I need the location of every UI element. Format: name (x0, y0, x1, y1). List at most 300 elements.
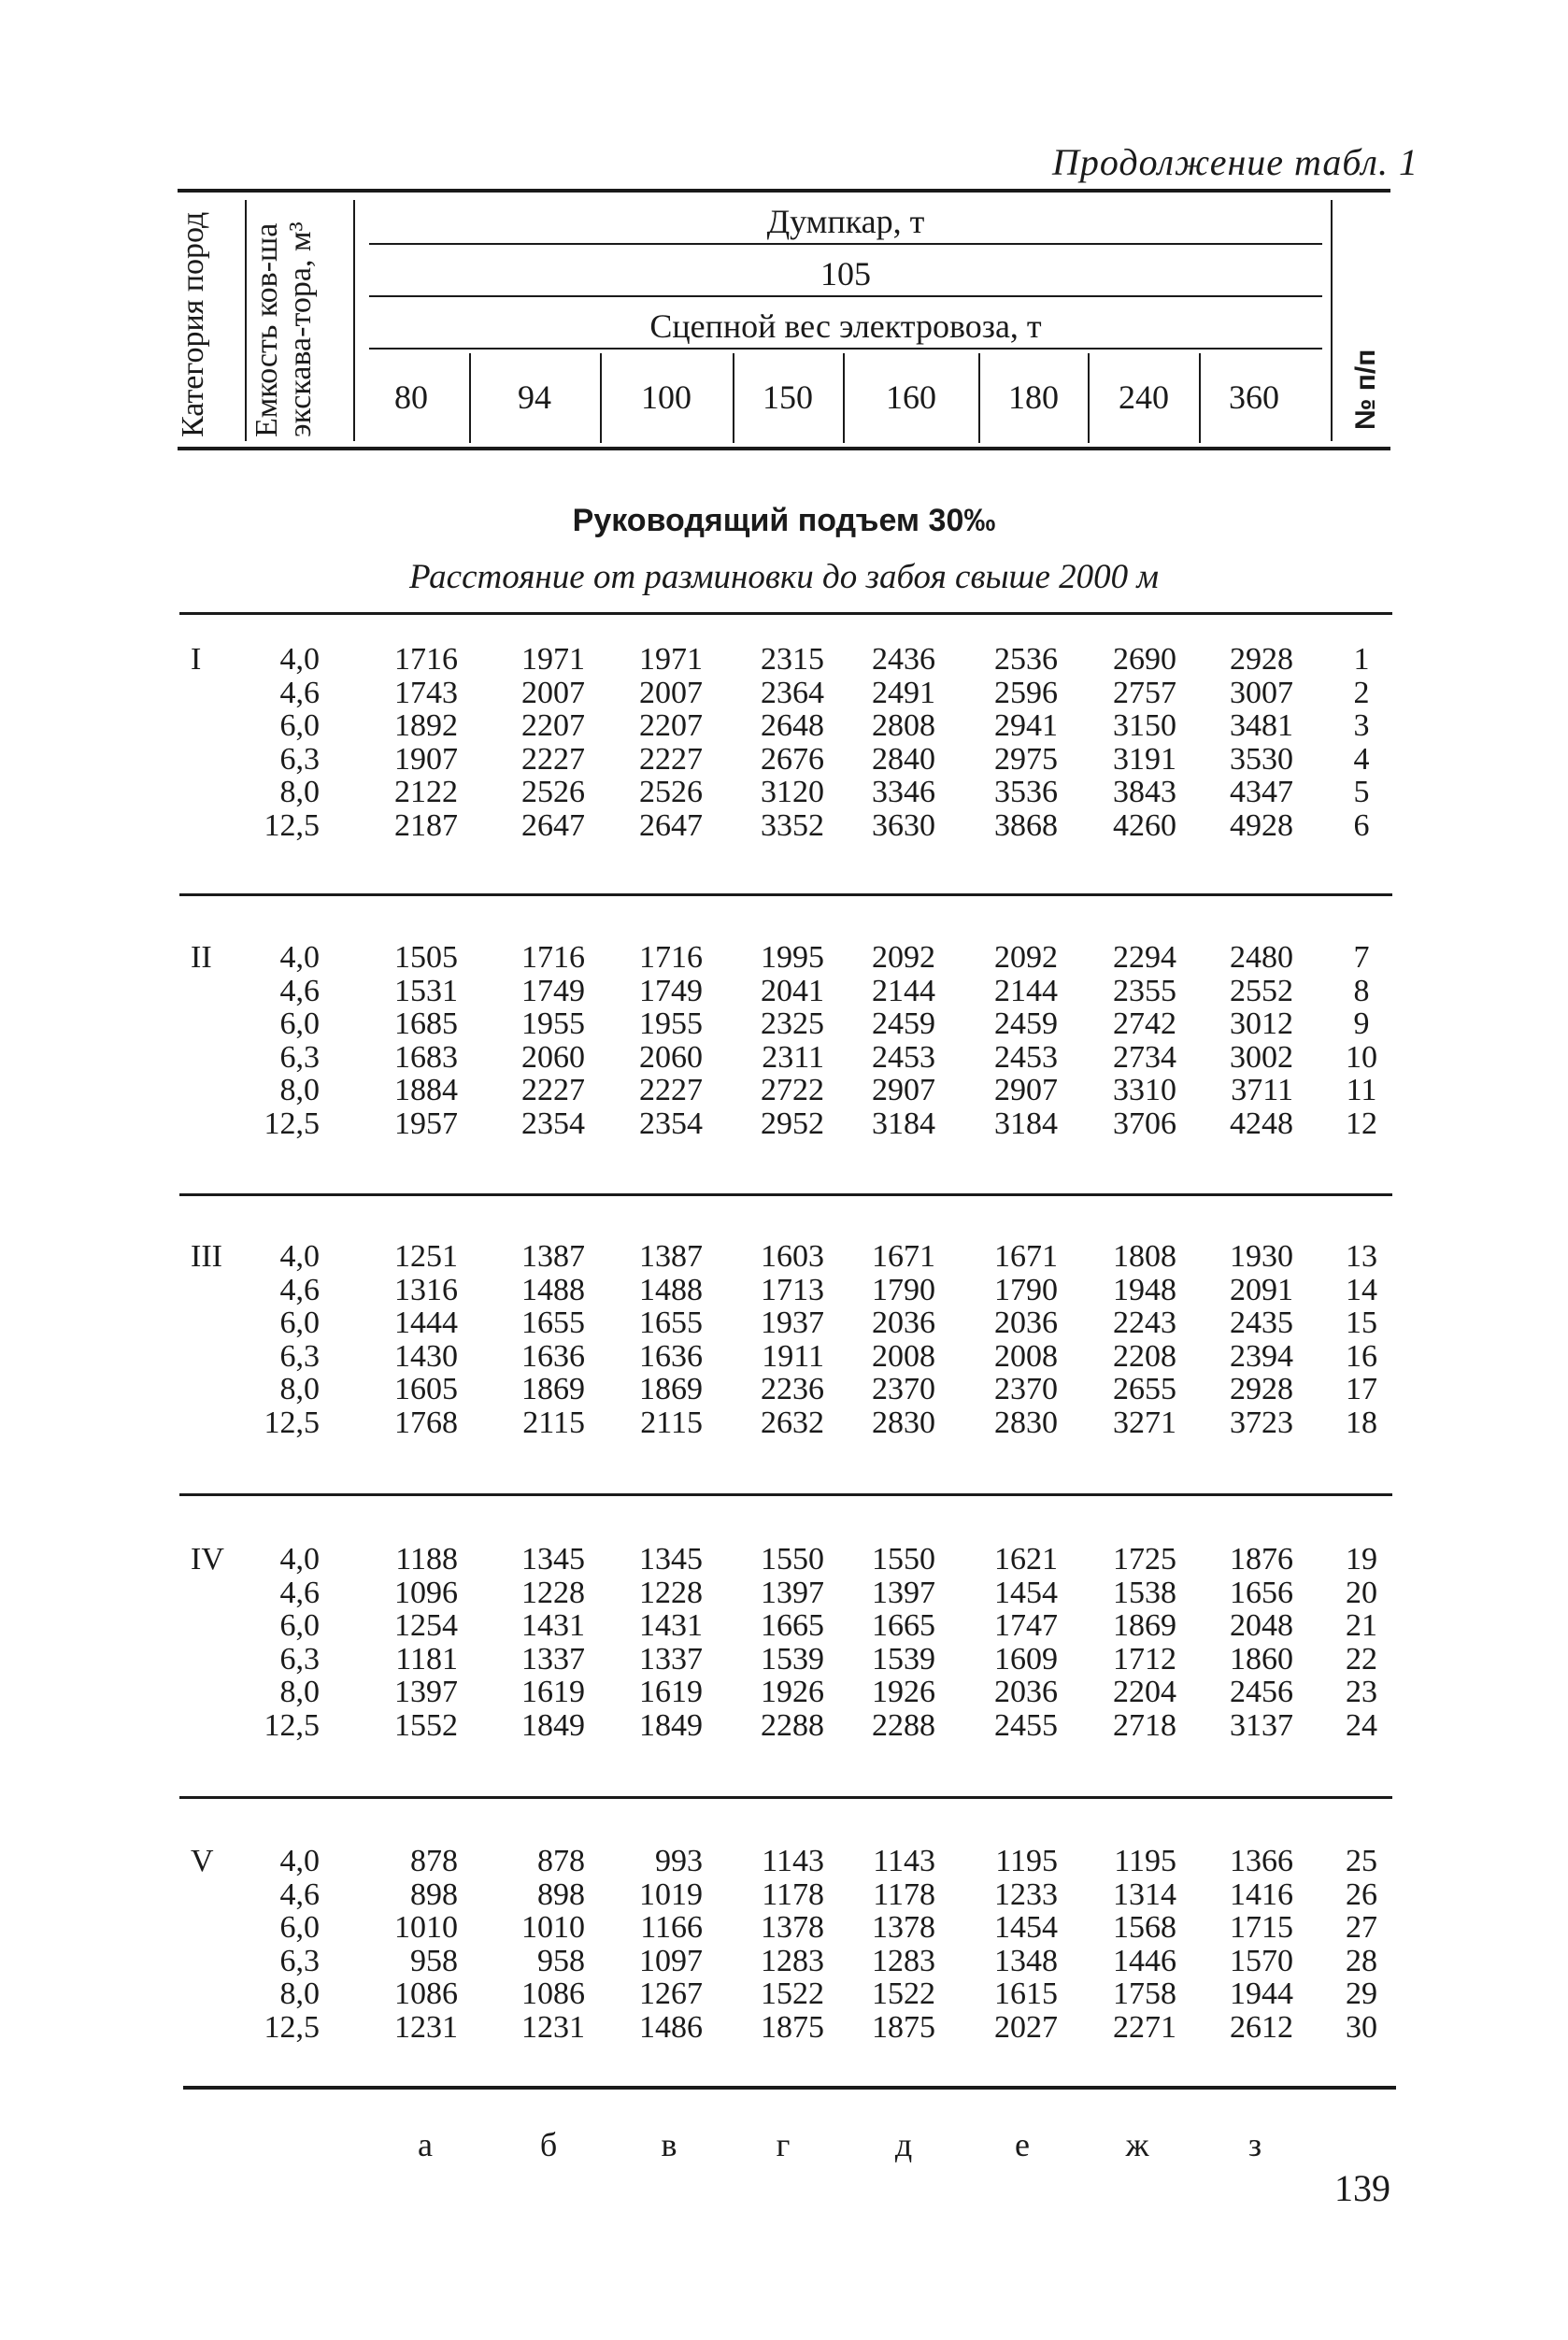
table-cell: 1747 (994, 1608, 1058, 1644)
rock-category: II (191, 940, 212, 975)
table-cell: 2364 (761, 675, 824, 710)
table-cell: 1397 (394, 1675, 458, 1710)
table-cell: 2207 (521, 708, 585, 744)
table-cell: 2455 (994, 1708, 1058, 1743)
bucket-capacity: 6,0 (279, 1910, 320, 1946)
table-cell: 3002 (1230, 1039, 1293, 1075)
table-cell: 1656 (1230, 1575, 1293, 1610)
row-number: 14 (1346, 1272, 1377, 1307)
table-cell: 1488 (639, 1272, 703, 1307)
table-cell: 2354 (521, 1106, 585, 1141)
bucket-capacity: 4,6 (279, 1575, 320, 1610)
bucket-capacity: 8,0 (279, 1073, 320, 1108)
table-cell: 1683 (394, 1039, 458, 1075)
column-letter: а (418, 2126, 433, 2163)
dumpcar-rule (369, 243, 1322, 245)
table-cell: 1431 (639, 1608, 703, 1644)
weight-header: 150 (763, 378, 813, 416)
bucket-capacity: 4,0 (279, 940, 320, 975)
table-cell: 4347 (1230, 775, 1293, 810)
table-cell: 1892 (394, 708, 458, 744)
table-cell: 2718 (1113, 1708, 1176, 1743)
table-cell: 1550 (761, 1542, 824, 1577)
row-number: 25 (1346, 1844, 1377, 1878)
table-cell: 1876 (1230, 1542, 1293, 1577)
table-cell: 1926 (761, 1675, 824, 1710)
table-cell: 1768 (394, 1405, 458, 1440)
column-letter: ж (1125, 2126, 1149, 2163)
bucket-capacity: 6,3 (279, 1943, 320, 1978)
table-cell: 1621 (994, 1542, 1058, 1577)
bucket-capacity: 6,3 (279, 741, 320, 777)
column-letter: г (776, 2126, 791, 2163)
table-cell: 2007 (521, 675, 585, 710)
bucket-capacity: 4,6 (279, 973, 320, 1008)
table-cell: 2453 (872, 1039, 935, 1075)
table-cell: 2027 (994, 2010, 1058, 2045)
row-number: 8 (1353, 973, 1370, 1008)
table-cell: 2236 (761, 1372, 824, 1407)
table-cell: 2007 (639, 675, 703, 710)
table-cell: 3184 (872, 1106, 935, 1141)
bucket-capacity: 12,5 (264, 1405, 320, 1440)
row-number: 5 (1353, 775, 1370, 810)
table-cell: 3012 (1230, 1006, 1293, 1042)
table-cell: 1671 (872, 1239, 935, 1274)
table-cell: 3352 (761, 808, 824, 843)
table-cell: 2227 (639, 741, 703, 777)
table-cell: 2648 (761, 708, 824, 744)
table-cell: 1097 (639, 1943, 703, 1978)
table-cell: 1345 (639, 1542, 703, 1577)
table-cell: 2187 (394, 808, 458, 843)
table-cell: 2115 (522, 1405, 585, 1440)
bucket-capacity: 4,0 (279, 642, 320, 677)
table-cell: 1995 (761, 940, 824, 975)
row-number: 29 (1346, 1976, 1377, 2012)
table-cell: 1010 (521, 1910, 585, 1946)
bucket-capacity: 6,3 (279, 1338, 320, 1374)
table-cell: 2456 (1230, 1675, 1293, 1710)
table-cell: 1749 (521, 973, 585, 1008)
row-number: 9 (1353, 1006, 1370, 1042)
table-cell: 1860 (1230, 1641, 1293, 1677)
row-number: 23 (1346, 1675, 1377, 1710)
table-cell: 1716 (394, 642, 458, 677)
table-cell: 958 (537, 1943, 585, 1978)
table-cell: 1283 (872, 1943, 935, 1978)
weight-header: 160 (886, 378, 936, 416)
row-number: 11 (1346, 1073, 1377, 1108)
table-cell: 1911 (762, 1338, 824, 1374)
table-cell: 1907 (394, 741, 458, 777)
bucket-capacity: 8,0 (279, 1976, 320, 2012)
page-number: 139 (1334, 2167, 1390, 2209)
table-cell: 2144 (872, 973, 935, 1008)
table-cell: 2536 (994, 642, 1058, 677)
weight-header: 180 (1008, 378, 1059, 416)
table-cell: 2115 (640, 1405, 703, 1440)
table-cell: 2647 (639, 808, 703, 843)
table-cell: 3007 (1230, 675, 1293, 710)
table-cell: 993 (655, 1844, 703, 1878)
bucket-capacity: 12,5 (264, 808, 320, 843)
table-cell: 1143 (873, 1844, 935, 1878)
table-cell: 1086 (521, 1976, 585, 2012)
column-letter: д (894, 2126, 913, 2163)
table-cell: 2370 (994, 1372, 1058, 1407)
table-cell: 2370 (872, 1372, 935, 1407)
row-number: 12 (1346, 1106, 1377, 1141)
table-cell: 2655 (1113, 1372, 1176, 1407)
group-rule (179, 612, 1392, 615)
table-cell: 1178 (873, 1876, 935, 1912)
table-cell: 1337 (639, 1641, 703, 1677)
table-caption: Продолжение табл. 1 (1051, 141, 1418, 183)
header-divider (245, 200, 247, 441)
weight-header: 94 (518, 378, 551, 416)
table-cell: 2243 (1113, 1306, 1176, 1341)
table-cell: 2144 (994, 973, 1058, 1008)
table-cell: 1387 (521, 1239, 585, 1274)
table-cell: 1488 (521, 1272, 585, 1307)
row-number: 17 (1346, 1372, 1377, 1407)
table-cell: 1254 (394, 1608, 458, 1644)
header-top-rule (178, 189, 1390, 193)
table-cell: 1522 (872, 1976, 935, 2012)
table-cell: 1531 (394, 973, 458, 1008)
table-cell: 1671 (994, 1239, 1058, 1274)
table-cell: 3271 (1113, 1405, 1176, 1440)
bucket-capacity: 4,6 (279, 1272, 320, 1307)
bucket-capacity: 12,5 (264, 1106, 320, 1141)
table-cell: 2354 (639, 1106, 703, 1141)
header-loco-weight: Сцепной вес электровоза, т (649, 307, 1042, 345)
table-cell: 2008 (994, 1338, 1058, 1374)
table-cell: 2435 (1230, 1306, 1293, 1341)
table-cell: 1397 (872, 1575, 935, 1610)
table-cell: 1849 (521, 1708, 585, 1743)
table-cell: 1231 (521, 2010, 585, 2045)
weight-header: 80 (394, 378, 428, 416)
table-cell: 1568 (1113, 1910, 1176, 1946)
table-cell: 2208 (1113, 1338, 1176, 1374)
table-cell: 1181 (395, 1641, 458, 1677)
table-cell: 1228 (521, 1575, 585, 1610)
table-cell: 2552 (1230, 973, 1293, 1008)
table-cell: 1875 (872, 2010, 935, 2045)
group-rule (179, 1796, 1392, 1799)
table-cell: 3346 (872, 775, 935, 810)
table-cell: 2207 (639, 708, 703, 744)
table-cell: 1605 (394, 1372, 458, 1407)
table-cell: 1713 (761, 1272, 824, 1307)
row-number: 16 (1346, 1338, 1377, 1374)
header-row-number: № п/п (1350, 349, 1381, 430)
table-cell: 1366 (1230, 1844, 1293, 1878)
table-cell: 1619 (639, 1675, 703, 1710)
table-cell: 3843 (1113, 775, 1176, 810)
table-cell: 1430 (394, 1338, 458, 1374)
bucket-capacity: 8,0 (279, 775, 320, 810)
table-cell: 1716 (639, 940, 703, 975)
table-cell: 2355 (1113, 973, 1176, 1008)
table-cell: 2271 (1113, 2010, 1176, 2045)
table-cell: 2060 (521, 1039, 585, 1075)
table-cell: 2459 (872, 1006, 935, 1042)
table-cell: 1538 (1113, 1575, 1176, 1610)
table-cell: 1955 (521, 1006, 585, 1042)
table-cell: 1619 (521, 1675, 585, 1710)
table-cell: 2036 (872, 1306, 935, 1341)
table-cell: 4260 (1113, 808, 1176, 843)
table-cell: 1233 (994, 1876, 1058, 1912)
table-cell: 3723 (1230, 1405, 1293, 1440)
table-cell: 1712 (1113, 1641, 1176, 1677)
table-cell: 2288 (872, 1708, 935, 1743)
table-cell: 1636 (521, 1338, 585, 1374)
table-cell: 1348 (994, 1943, 1058, 1978)
table-cell: 3630 (872, 808, 935, 843)
table-cell: 2975 (994, 741, 1058, 777)
weight-header: 240 (1119, 378, 1169, 416)
table-cell: 2734 (1113, 1039, 1176, 1075)
table-cell: 1685 (394, 1006, 458, 1042)
row-number: 26 (1346, 1876, 1377, 1912)
group-rule (179, 1193, 1392, 1196)
table-cell: 1869 (521, 1372, 585, 1407)
table-cell: 1944 (1230, 1976, 1293, 2012)
table-cell: 2091 (1230, 1272, 1293, 1307)
bucket-capacity: 12,5 (264, 2010, 320, 2045)
table-cell: 2394 (1230, 1338, 1293, 1374)
column-letter: б (539, 2126, 558, 2163)
table-cell: 1378 (761, 1910, 824, 1946)
table-cell: 1446 (1113, 1943, 1176, 1978)
table-cell: 1552 (394, 1708, 458, 1743)
rock-category: IV (191, 1542, 224, 1577)
row-number: 20 (1346, 1575, 1377, 1610)
table-cell: 1444 (394, 1306, 458, 1341)
weight-divider (600, 353, 602, 443)
table-cell: 1397 (761, 1575, 824, 1610)
row-number: 3 (1353, 708, 1370, 744)
section-subtitle: Расстояние от разминовки до забоя свыше 2000 м (408, 558, 1160, 596)
table-cell: 2227 (521, 1073, 585, 1108)
table-cell: 1665 (872, 1608, 935, 1644)
table-cell: 2092 (872, 940, 935, 975)
weight-header: 360 (1229, 378, 1279, 416)
table-cell: 1869 (1113, 1608, 1176, 1644)
table-cell: 1570 (1230, 1943, 1293, 1978)
table-cell: 3711 (1231, 1073, 1293, 1108)
table-cell: 2596 (994, 675, 1058, 710)
table-cell: 1615 (994, 1976, 1058, 2012)
table-cell: 2227 (639, 1073, 703, 1108)
table-cell: 2757 (1113, 675, 1176, 710)
table-cell: 2690 (1113, 642, 1176, 677)
bucket-capacity: 4,0 (279, 1542, 320, 1577)
table-cell: 2722 (761, 1073, 824, 1108)
table-cell: 1188 (395, 1542, 458, 1577)
row-number: 18 (1346, 1405, 1377, 1440)
table-cell: 1539 (761, 1641, 824, 1677)
table-cell: 878 (410, 1844, 458, 1878)
table-cell: 2036 (994, 1675, 1058, 1710)
table-cell: 1875 (761, 2010, 824, 2045)
table-cell: 1195 (1114, 1844, 1176, 1878)
table-cell: 3120 (761, 775, 824, 810)
table-cell: 2928 (1230, 1372, 1293, 1407)
table-cell: 2480 (1230, 940, 1293, 975)
row-number: 27 (1346, 1910, 1377, 1946)
rock-category: V (191, 1844, 214, 1878)
table-cell: 2526 (521, 775, 585, 810)
table-cell: 4248 (1230, 1106, 1293, 1141)
table-cell: 898 (410, 1876, 458, 1912)
table-cell: 1166 (640, 1910, 703, 1946)
table-cell: 1195 (995, 1844, 1058, 1878)
table-cell: 1387 (639, 1239, 703, 1274)
bucket-capacity: 4,0 (279, 1844, 320, 1878)
column-letter: в (661, 2126, 677, 2163)
bucket-capacity: 8,0 (279, 1675, 320, 1710)
table-cell: 1431 (521, 1608, 585, 1644)
table-cell: 2041 (761, 973, 824, 1008)
table-cell: 1378 (872, 1910, 935, 1946)
table-cell: 3150 (1113, 708, 1176, 744)
table-cell: 2453 (994, 1039, 1058, 1075)
table-cell: 3191 (1113, 741, 1176, 777)
table-cell: 1884 (394, 1073, 458, 1108)
header-dumpcar: Думпкар, т (766, 203, 925, 240)
row-number: 6 (1353, 808, 1370, 843)
table-cell: 2526 (639, 775, 703, 810)
table-cell: 2459 (994, 1006, 1058, 1042)
table-cell: 2092 (994, 940, 1058, 975)
header-dumpcar-value: 105 (820, 255, 871, 292)
table-cell: 1086 (394, 1976, 458, 2012)
table-cell: 3706 (1113, 1106, 1176, 1141)
table-cell: 3137 (1230, 1708, 1293, 1743)
table-cell: 1522 (761, 1976, 824, 2012)
table-cell: 1019 (639, 1876, 703, 1912)
table-cell: 1550 (872, 1542, 935, 1577)
table-cell: 2830 (872, 1405, 935, 1440)
table-cell: 2060 (639, 1039, 703, 1075)
table-cell: 1010 (394, 1910, 458, 1946)
table-cell: 1743 (394, 675, 458, 710)
row-number: 10 (1346, 1039, 1377, 1075)
table-cell: 1231 (394, 2010, 458, 2045)
table-cell: 2227 (521, 741, 585, 777)
table-cell: 3481 (1230, 708, 1293, 744)
rock-category: III (191, 1239, 222, 1274)
table-cell: 2048 (1230, 1608, 1293, 1644)
table-cell: 1096 (394, 1575, 458, 1610)
row-number: 2 (1353, 675, 1370, 710)
table-cell: 1971 (521, 642, 585, 677)
table-cell: 1314 (1113, 1876, 1176, 1912)
table-cell: 1849 (639, 1708, 703, 1743)
table-cell: 1955 (639, 1006, 703, 1042)
table-cell: 2941 (994, 708, 1058, 744)
bucket-capacity: 6,0 (279, 1006, 320, 1042)
table-cell: 2647 (521, 808, 585, 843)
table-cell: 1539 (872, 1641, 935, 1677)
table-cell: 1228 (639, 1575, 703, 1610)
table-cell: 1505 (394, 940, 458, 975)
table-cell: 3310 (1113, 1073, 1176, 1108)
table-cell: 1267 (639, 1976, 703, 2012)
bucket-capacity: 12,5 (264, 1708, 320, 1743)
bucket-capacity: 4,0 (279, 1239, 320, 1274)
table-bottom-rule (183, 2086, 1396, 2090)
bucket-capacity: 6,0 (279, 1306, 320, 1341)
table-cell: 2122 (394, 775, 458, 810)
table-cell: 1337 (521, 1641, 585, 1677)
header-bucket-capacity: Емкость ков-ша экскава-тора, м³ (249, 221, 318, 437)
table-cell: 1869 (639, 1372, 703, 1407)
row-number: 21 (1346, 1608, 1377, 1644)
header-bottom-rule (178, 447, 1390, 450)
table-cell: 4928 (1230, 808, 1293, 843)
table-cell: 2907 (872, 1073, 935, 1108)
table-cell: 2808 (872, 708, 935, 744)
row-number: 19 (1346, 1542, 1377, 1577)
row-number: 7 (1353, 940, 1370, 975)
rock-category: I (191, 642, 202, 677)
bucket-capacity: 6,3 (279, 1641, 320, 1677)
table-cell: 1609 (994, 1641, 1058, 1677)
table-cell: 2491 (872, 675, 935, 710)
table-cell: 1930 (1230, 1239, 1293, 1274)
table-cell: 1416 (1230, 1876, 1293, 1912)
row-number: 13 (1346, 1239, 1377, 1274)
table-cell: 1716 (521, 940, 585, 975)
table-cell: 1957 (394, 1106, 458, 1141)
table-cell: 2840 (872, 741, 935, 777)
group-rule (179, 1493, 1392, 1496)
row-number: 1 (1353, 642, 1370, 677)
table-cell: 2204 (1113, 1675, 1176, 1710)
loco-weight-rule (369, 348, 1322, 350)
table-cell: 2325 (761, 1006, 824, 1042)
table-cell: 1665 (761, 1608, 824, 1644)
table-cell: 1655 (521, 1306, 585, 1341)
table-cell: 958 (410, 1943, 458, 1978)
bucket-capacity: 4,6 (279, 1876, 320, 1912)
table-cell: 898 (537, 1876, 585, 1912)
table-cell: 2315 (761, 642, 824, 677)
table-cell: 2952 (761, 1106, 824, 1141)
table-cell: 1808 (1113, 1239, 1176, 1274)
bucket-capacity: 6,0 (279, 1608, 320, 1644)
row-number: 15 (1346, 1306, 1377, 1341)
weight-header: 100 (641, 378, 691, 416)
table-cell: 2612 (1230, 2010, 1293, 2045)
table-cell: 2676 (761, 741, 824, 777)
table-cell: 3530 (1230, 741, 1293, 777)
table-cell: 2436 (872, 642, 935, 677)
table-cell: 1790 (994, 1272, 1058, 1307)
group-rule (179, 893, 1392, 896)
table-cell: 1749 (639, 973, 703, 1008)
row-number: 24 (1346, 1708, 1377, 1743)
row-number: 22 (1346, 1641, 1377, 1677)
table-cell: 1454 (994, 1910, 1058, 1946)
table-cell: 1486 (639, 2010, 703, 2045)
